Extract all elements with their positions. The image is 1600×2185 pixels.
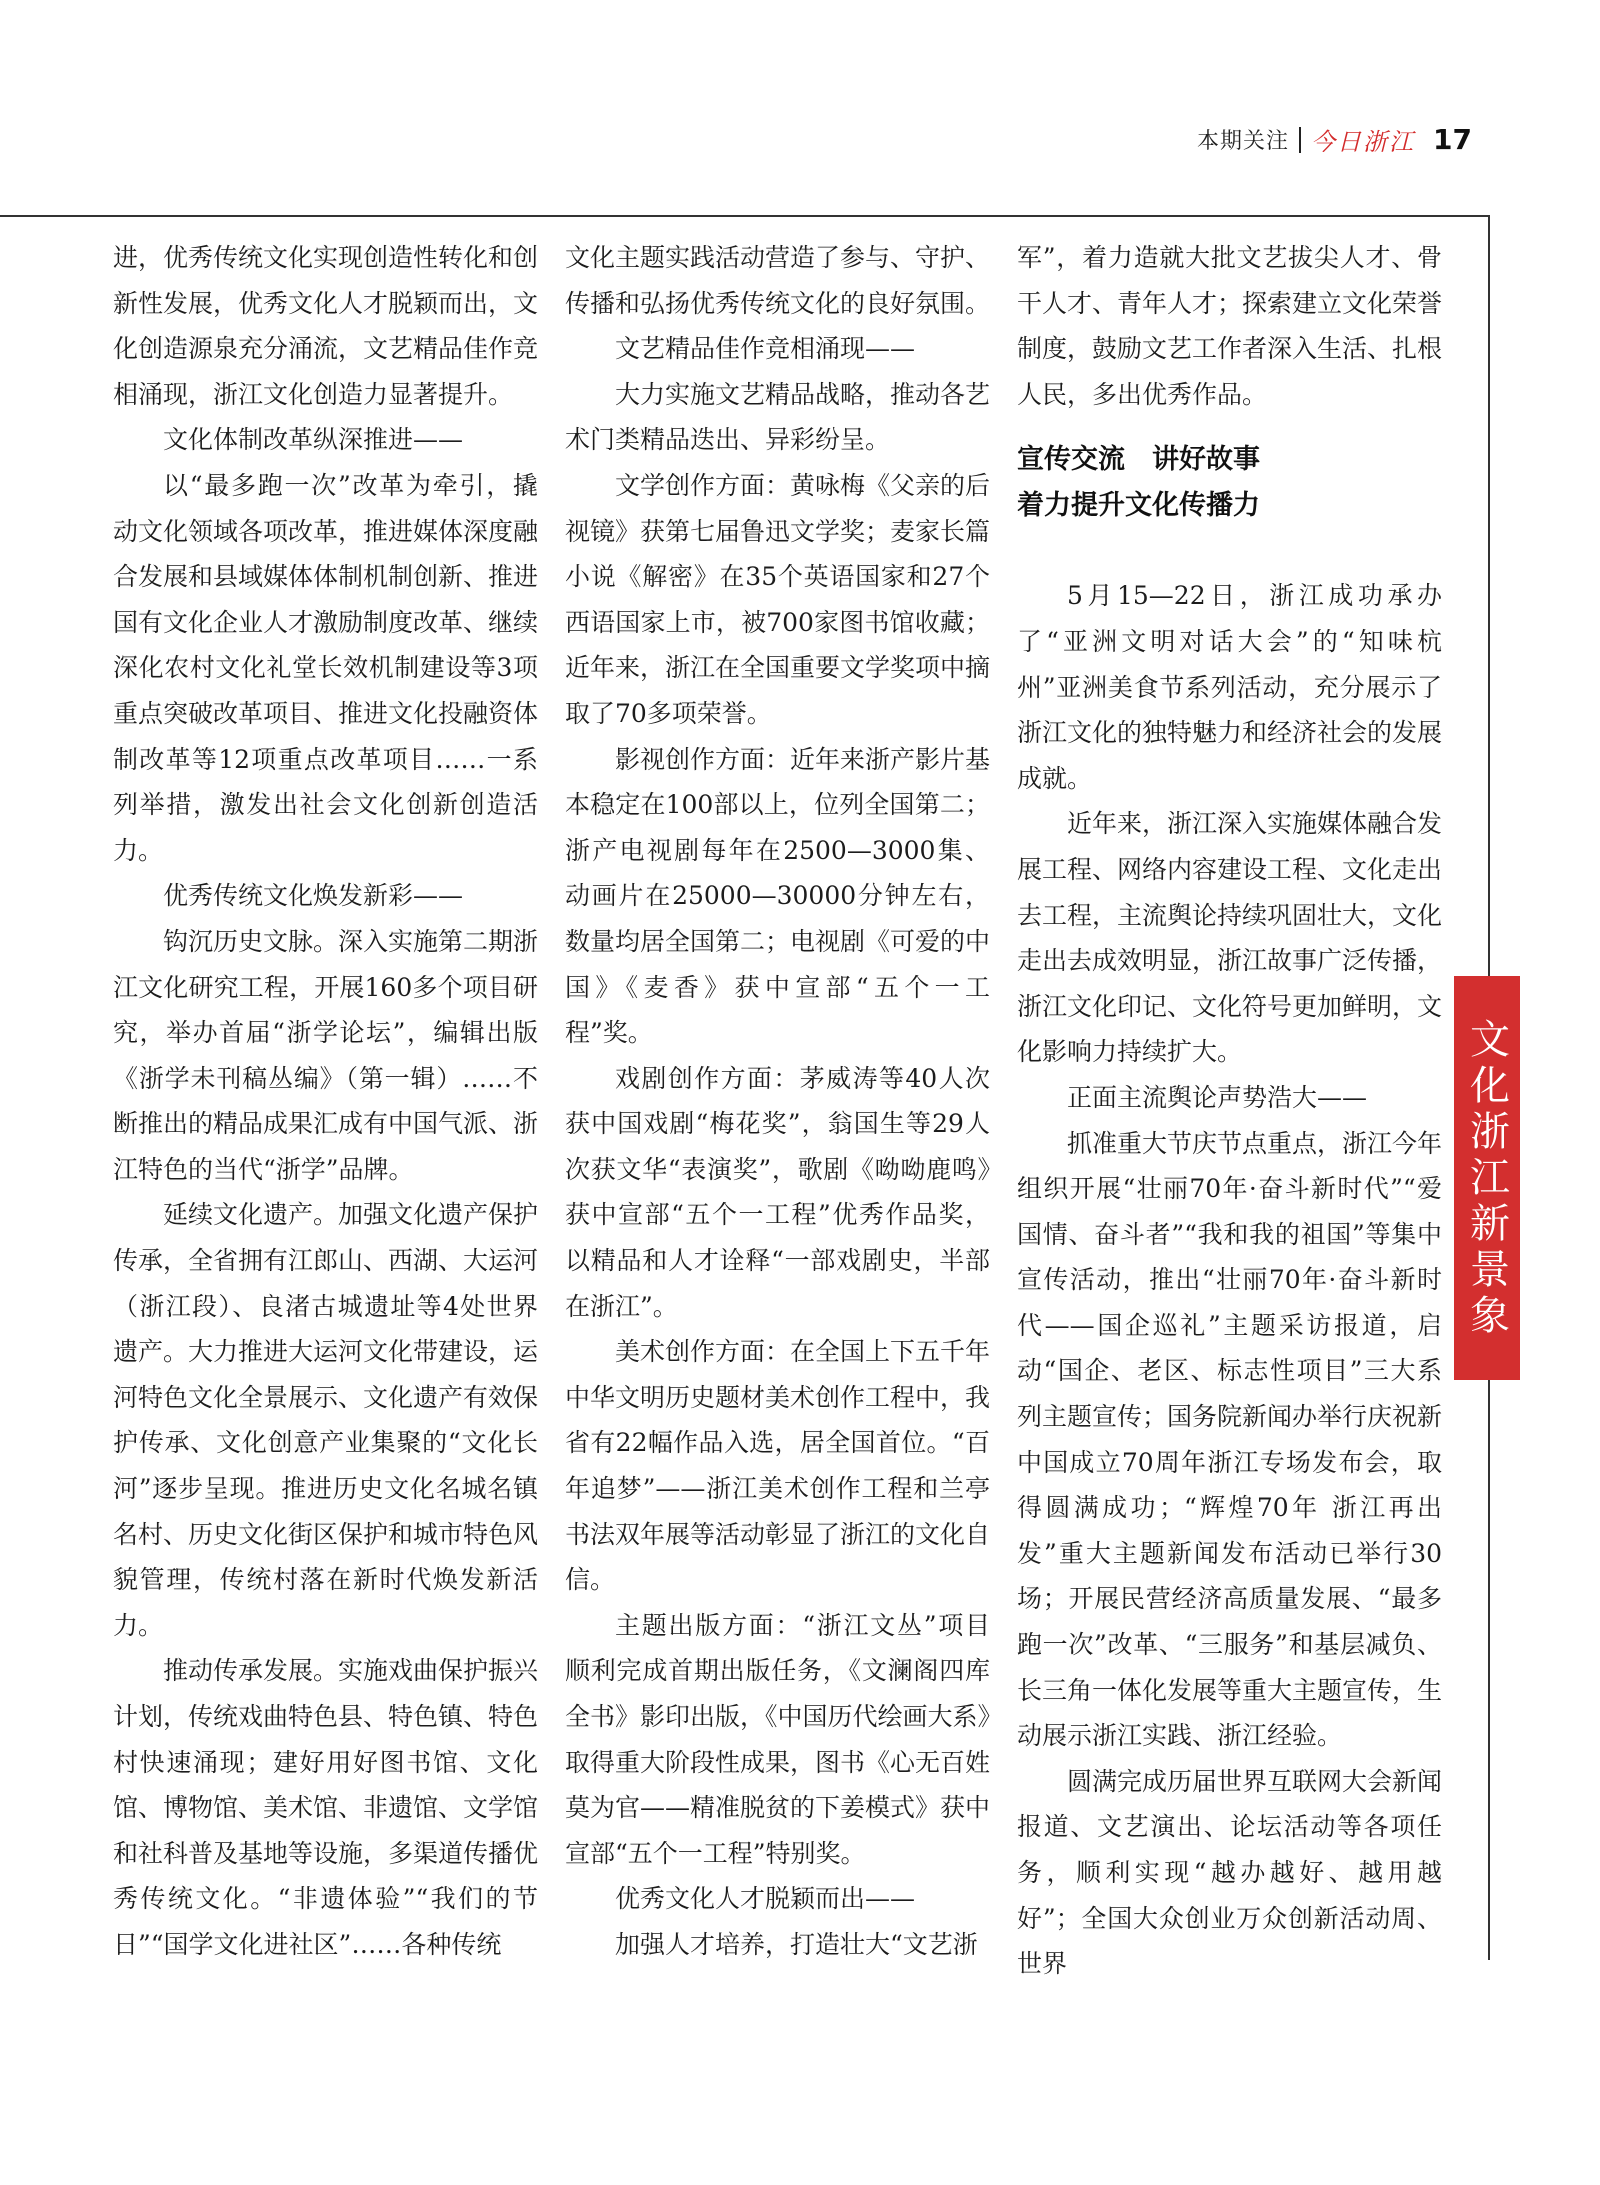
paragraph: 美术创作方面：在全国上下五千年中华文明历史题材美术创作工程中，我省有22幅作品入选，居全国首位。“百年追梦”——浙江美术创作工程和兰亭书法双年展等活动彰显了浙江的文化自信。 (565, 1337, 991, 1595)
paragraph: 主题出版方面：“浙江文丛”项目顺利完成首期出版任务，《文澜阁四库全书》影印出版，《中国历代绘画大系》取得重大阶段性成果，图书《心无百姓莫为官——精准脱贫的下姜模式》获中宣部“五个一工程”特别奖。 (565, 1610, 991, 1868)
subsection-heading: 优秀传统文化焕发新彩—— (163, 881, 464, 911)
paragraph: 大力实施文艺精品战略，推动各艺术门类精品迭出、异彩纷呈。 (565, 379, 991, 455)
paragraph: 文化主题实践活动营造了参与、守护、传播和弘扬优秀传统文化的良好氛围。 (565, 243, 991, 318)
text-column-3-top (1017, 235, 1442, 417)
text-column-3 (1017, 235, 1442, 1987)
section-name: 本期关注 (1197, 129, 1290, 154)
subsection-heading: 优秀文化人才脱颖而出—— (615, 1884, 916, 1914)
paragraph: 推动传承发展。实施戏曲保护振兴计划，传统戏曲特色县、特色镇、特色村快速涌现；建好用好图书馆、文化馆、博物馆、美术馆、非遗馆、文学馆和社科普及基地等设施，多渠道传播优秀传统文化。“非遗体验”“我们的节日”“国学文化进社区”……各种传统 (113, 1656, 539, 1959)
paragraph: 影视创作方面：近年来浙产影片基本稳定在100部以上，位列全国第二；浙产电视剧每年在2500—3000集、动画片在25000—30000分钟左右，数量均居全国第二；电视剧《可爱的中国》《麦香》获中宣部“五个一工程”奖。 (565, 744, 991, 1048)
paragraph: 戏剧创作方面：茅威涛等40人次获中国戏剧“梅花奖”，翁国生等29人次获文华“表演奖”，歌剧《呦呦鹿鸣》获中宣部“五个一工程”优秀作品奖，以精品和人才诠释“一部戏剧史，半部在浙江”。 (565, 1063, 990, 1321)
subsection-heading: 正面主流舆论声势浩大—— (1067, 1082, 1368, 1112)
subsection-heading: 文艺精品佳作竞相涌现—— (615, 334, 916, 364)
paragraph: 延续文化遗产。加强文化遗产保护传承，全省拥有江郎山、西湖、大运河（浙江段）、良渚古城遗址等4处世界遗产。大力推进大运河文化带建设，运河特色文化全景展示、文化遗产有效保护传承、文化创意产业集聚的“文化长河”逐步呈现。推进历史文化名城名镇名村、历史文化街区保护和城市特色风貌管理，传统村落在新时代焕发新活力。 (113, 1200, 539, 1640)
paragraph: 抓准重大节庆节点重点，浙江今年组织开展“壮丽70年·奋斗新时代”“爱国情、奋斗者”“我和我的祖国”等集中宣传活动，推出“壮丽70年·奋斗新时代——国企巡礼”主题采访报道，启动“国企、老区、标志性项目”三大系列主题宣传；国务院新闻办举行庆祝新中国成立70周年浙江专场发布会，取得圆满成功；“辉煌70年 浙江再出发”重大主题新闻发布活动已举行30场；开展民营经济高质量发展、“最多跑一次”改革、“三服务”和基层减负、长三角一体化发展等重大主题宣传，生动展示浙江实践、浙江经验。 (1017, 1128, 1443, 1751)
subsection-heading: 文化体制改革纵深推进—— (163, 425, 464, 455)
paragraph: 5月15—22日，浙江成功承办了“亚洲文明对话大会”的“知味杭州”亚洲美食节系列活动，充分展示了浙江文化的独特魅力和经济社会的发展成就。 (1017, 581, 1443, 793)
paragraph: 以“最多跑一次”改革为牵引，撬动文化领域各项改革，推进媒体深度融合发展和县域媒体体制机制创新、推进国有文化企业人才激励制度改革、继续深化农村文化礼堂长效机制建设等3项重点突破改革项目、推进文化投融资体制改革等12项重点改革项目……一系列举措，激发出社会文化创新创造活力。 (113, 470, 539, 865)
header-divider (1299, 127, 1301, 153)
paragraph: 进，优秀传统文化实现创造性转化和创新性发展，优秀文化人才脱颖而出，文化创造源泉充分涌流，文艺精品佳作竞相涌现，浙江文化创造力显著提升。 (113, 243, 539, 409)
paragraph: 圆满完成历届世界互联网大会新闻报道、文艺演出、论坛活动等各项任务，顺利实现“越办越好、越用越好”；全国大众创业万众创新活动周、世界 (1017, 1766, 1443, 1979)
text-column-1 (113, 235, 538, 1968)
page-header (1197, 122, 1472, 157)
magazine-logo: 今日浙江 (1311, 128, 1416, 156)
paragraph: 加强人才培养，打造壮大“文艺浙 (615, 1929, 978, 1959)
section-heading-line-1: 宣传交流 讲好故事 (1017, 444, 1260, 476)
paragraph: 钩沉历史文脉。深入实施第二期浙江文化研究工程，开展160多个项目研究，举办首届“浙学论坛”，编辑出版《浙学未刊稿丛编》（第一辑）……不断推出的精品成果汇成有中国气派、浙江特色的当代“浙学”品牌。 (113, 926, 539, 1184)
text-column-2 (565, 235, 990, 1968)
text-column-3-bottom (1017, 573, 1442, 1986)
section-heading (1017, 437, 1442, 529)
paragraph: 军”，着力造就大批文艺拔尖人才、骨干人才、青年人才；探索建立文化荣誉制度，鼓励文艺工作者深入生活、扎根人民，多出优秀作品。 (1017, 243, 1443, 409)
paragraph: 近年来，浙江深入实施媒体融合发展工程、网络内容建设工程、文化走出去工程，主流舆论持续巩固壮大，文化走出去成效明显，浙江故事广泛传播，浙江文化印记、文化符号更加鲜明，文化影响力持续扩大。 (1017, 809, 1443, 1067)
side-section-tab (1454, 976, 1520, 1380)
top-rule (0, 215, 1490, 217)
section-heading-line-2: 着力提升文化传播力 (1017, 490, 1260, 522)
paragraph: 文学创作方面：黄咏梅《父亲的后视镜》获第七届鲁迅文学奖；麦家长篇小说《解密》在35个英语国家和27个西语国家上市，被700家图书馆收藏；近年来，浙江在全国重要文学奖项中摘取了70多项荣誉。 (565, 470, 991, 728)
page-number: 17 (1433, 123, 1472, 156)
side-tab-label: 文化浙江新景象 (1463, 1018, 1510, 1340)
